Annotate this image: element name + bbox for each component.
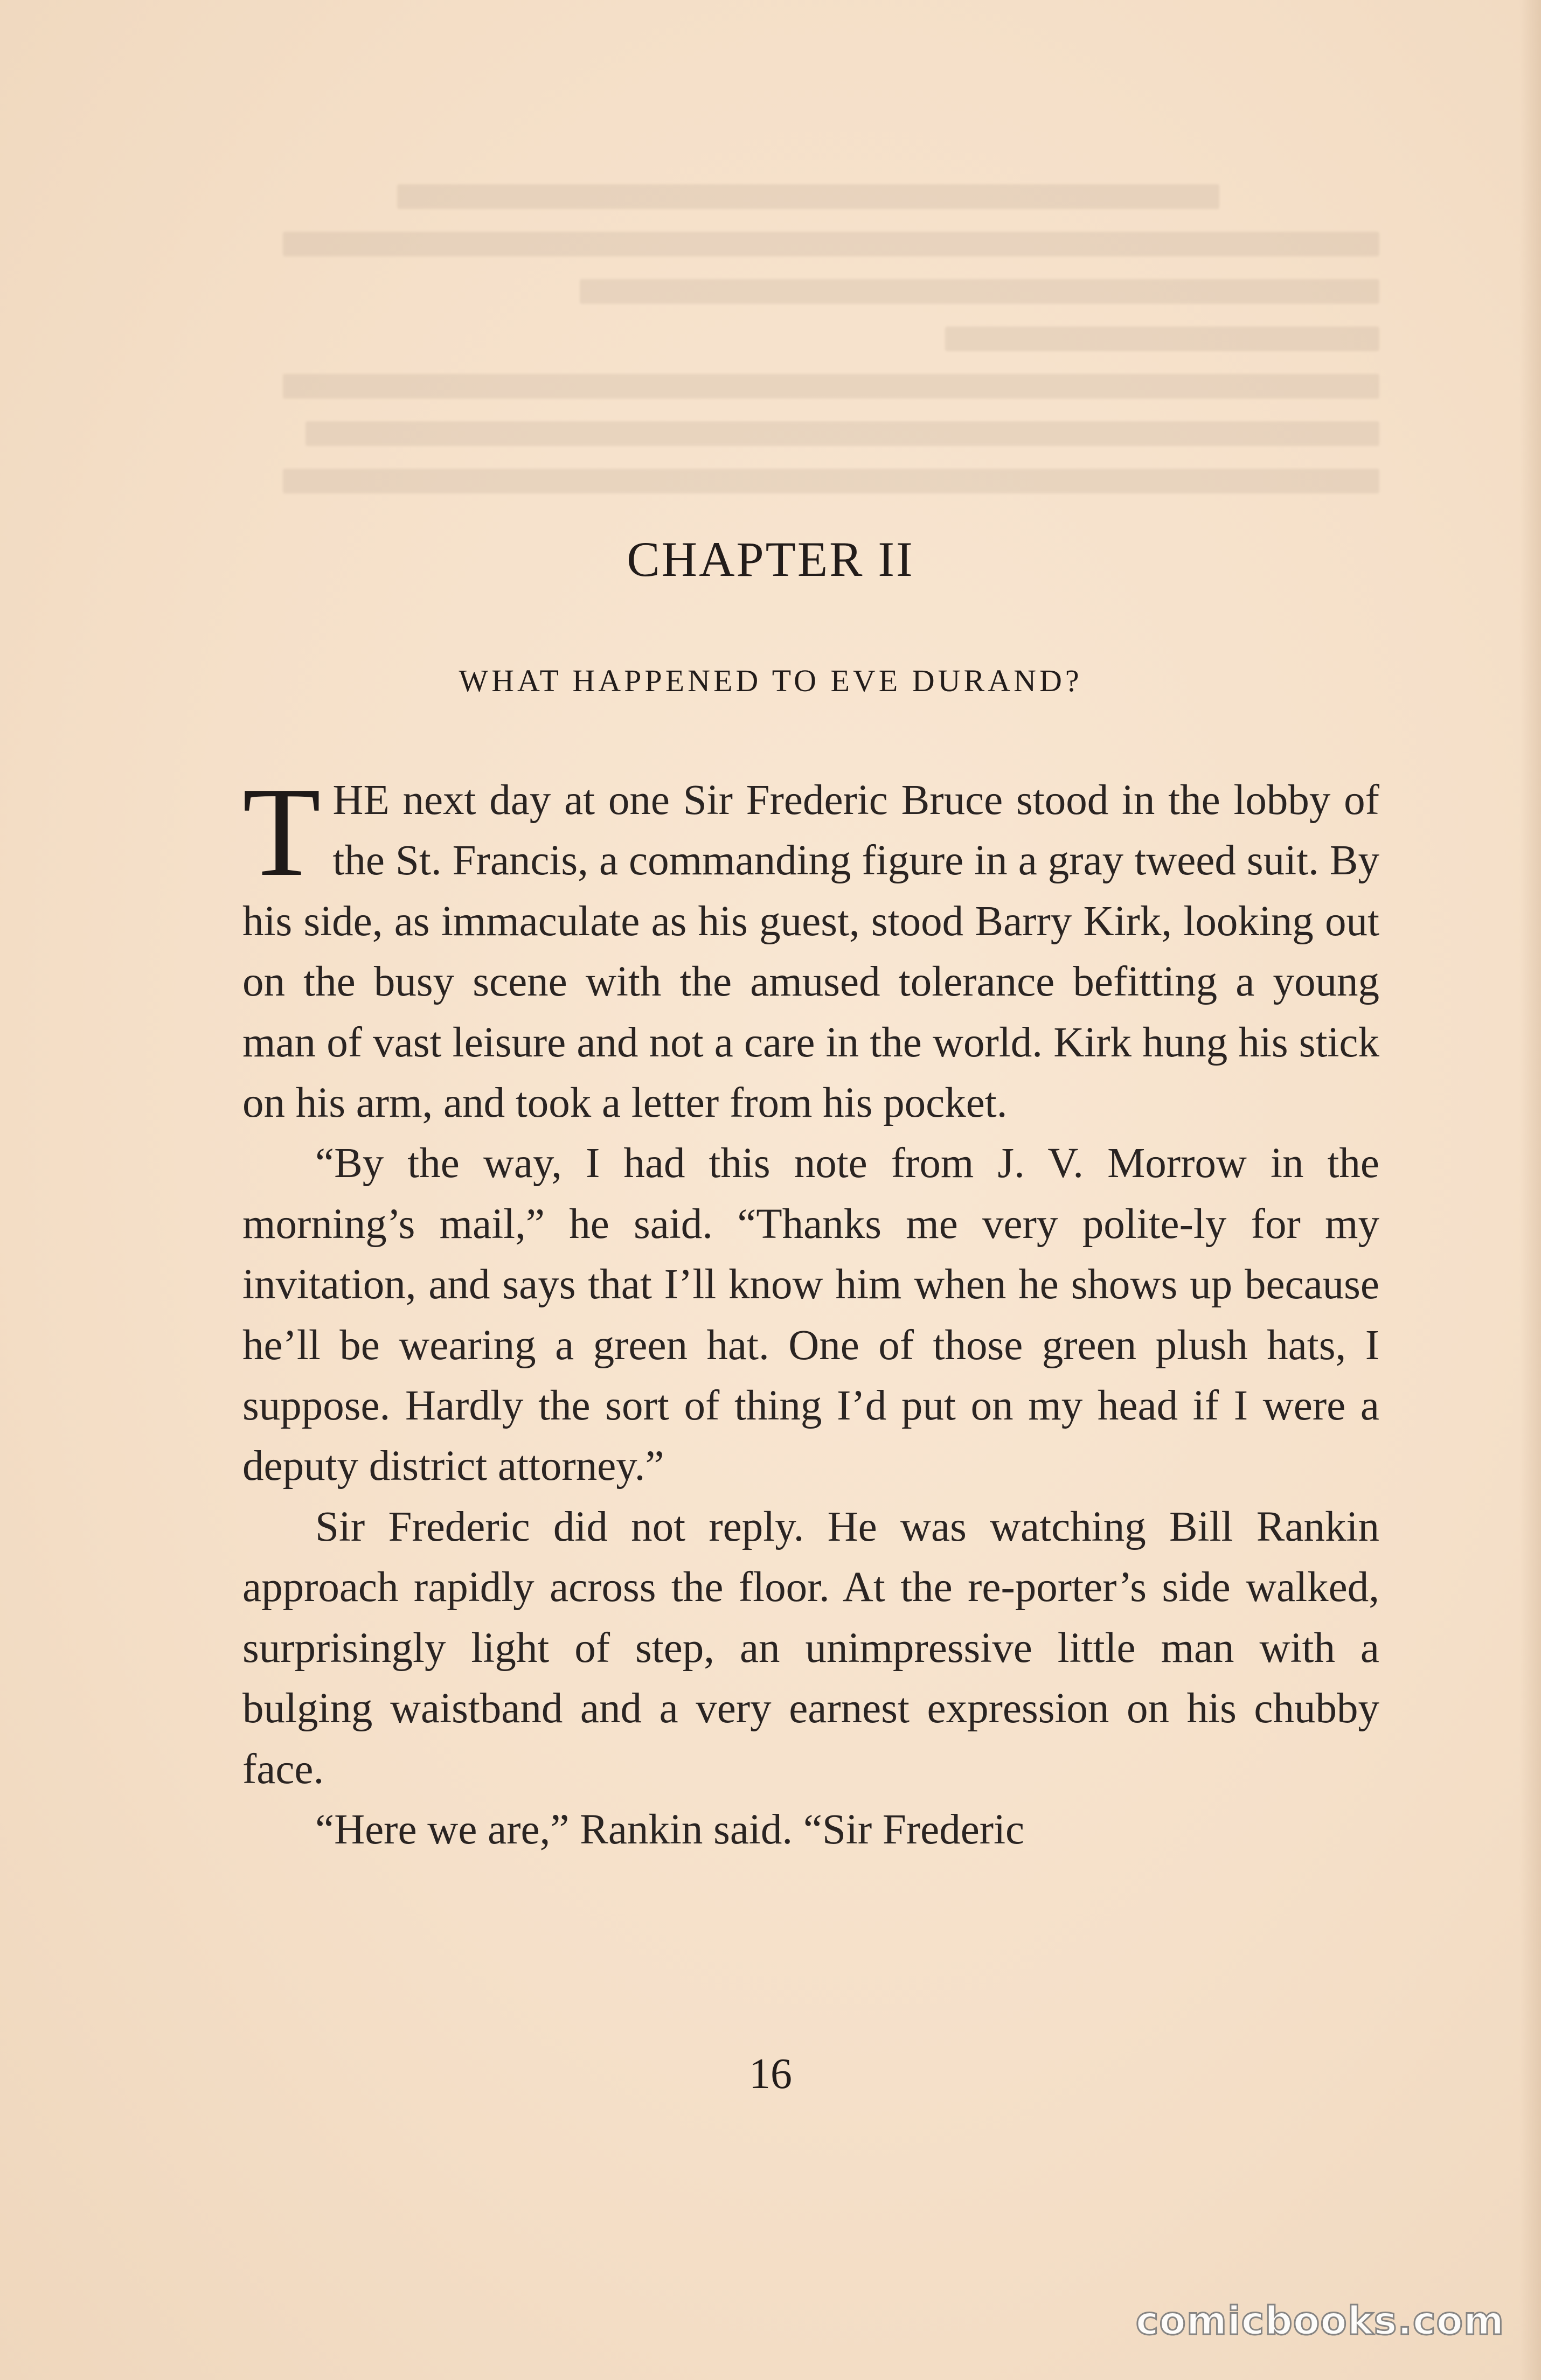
drop-cap: T — [242, 761, 321, 903]
chapter-subtitle: WHAT HAPPENED TO EVE DURAND? — [459, 663, 1082, 698]
paragraph-4: “Here we are,” Rankin said. “Sir Frederic — [315, 1806, 1025, 1853]
page-number: 16 — [749, 2050, 792, 2098]
page-edge-shadow — [1519, 0, 1541, 2380]
paragraph-text: HE next day at one Sir Frederic Bruce stood in the lobby of the St. Francis, a commanding figure in a gray tweed suit. By his side, as immaculate as his guest, stood Barry Kirk, looking out on the busy scene with the amused tolerance befitting a young man of vast leisure and not a care in the world. Kirk hung his stick on his arm, and took a letter from his pocket. — [242, 777, 1379, 1127]
watermark: comicbooks.com — [1135, 2298, 1504, 2343]
chapter-title: CHAPTER II — [627, 532, 914, 587]
paragraph-2: “By the way, I had this note from J. V. Morrow in the morning’s mail,” he said. “Thanks me very polite-ly for my invitation, and says that I’ll know him when he shows up because he’ll be wearing a green hat. One of those green plush hats, I suppose. Hardly the sort of thing I’d put on my head if I were a deputy district attorney.” — [242, 1140, 1379, 1490]
paragraph-1 — [242, 761, 1379, 1133]
paragraph-3: Sir Frederic did not reply. He was watching Bill Rankin approach rapidly across the floor. At the re-porter’s side walked, surprisingly light of step, an unimpressive little man with a bulging waistband and a very earnest expression on his chubby face. — [242, 1503, 1379, 1793]
body-text — [242, 761, 1379, 1860]
